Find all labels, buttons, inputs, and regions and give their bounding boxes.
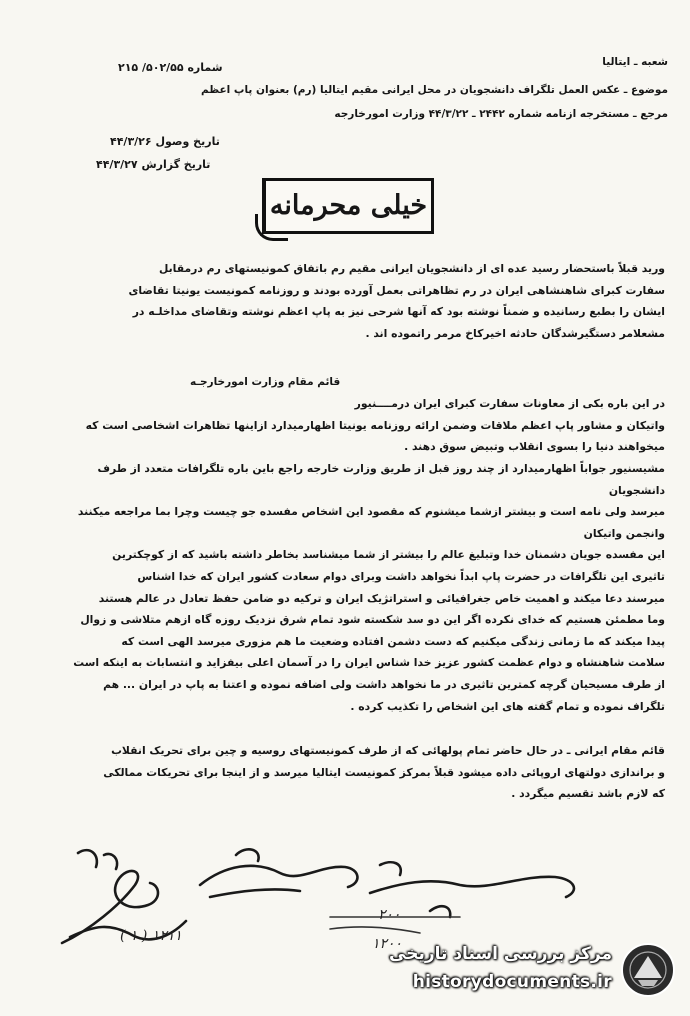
side-note: قائم مقام وزارت امورخارجـه [190,376,341,388]
header-number: شماره ۵۰۲/۵۵/ ۲۱۵ [118,61,223,74]
paragraph-3: مشیسنیور جواباً اظهارمیدارد از چند روز قبل از طریق وزارت خارجه راجع باین باره تلگرافات متعدد از طرف دانشجویان میرسد ولی نامه است و بیشتر ازشما میشنوم که مقصود این اشخاص مفسده جو چیست وچرا بما مراجعه میکنند وانجمن واتیکان این مفسده جویان دشمنان خدا وتبلیغ عالم را بیشتر از شما میشناسد بخاطر داشته باشید که از کوچکترین تاثیری این تلگرافات در حضرت پاپ ابداً نخواهد داشت وبرای دوام سعادت کشور ایران که خدا اشناس میرسند دعا میکند و اهمیت خاص جغرافیائی و استراتژیک ایران و ترکیه دو ضامن حفظ تعادل در عالم هستند وما مطمئن هستیم که خدای نکرده اگر این دو سد شکسته شود تمام شرق نزدیک روزه گاه ازهم متلاشی و زوال پیدا میکند که ما زمانی زندگی میکنیم که دست دشمن افتاده وضعیت ما هم مزوری میرسد الهی است که سلامت شاهنشاه و دوام عظمت کشور عزیز خدا شناس ایران را در آسمان اعلی بیفزاید و انتسابات به اینکه است از طرف مسیحیان گرچه کمترین تاثیری در ما نخواهد داشت ولی اضافه نموده و اعتنا به پاپ در ایران ... هم تلگراف نموده و تمام گفته های این اشخاص را تکذیب کرده . [73,462,665,713]
report-date: تاریخ گزارش ۴۴/۳/۲۷ [96,158,211,171]
watermark [389,938,676,1002]
paragraph-4: قائم مقام ایرانی ـ در حال حاضر تمام پولهائی که از طرف کمونیستهای روسیه و چین برای تحریک انقلاب و براندازی دولتهای اروپائی داده میشود قبلاً بمرکز کمونیست ایتالیا میرسد و از اینجا برای تحریکات ممالکی که لازم باشد تقسیم میگردد . [103,744,665,801]
stamp-label: خیلی محرمانه [269,190,428,221]
header-subject: موضوع ـ عکس العمل تلگراف دانشجویان در محل ایرانی مقیم ایتالیا (رم) بعنوان پاپ اعظم [201,84,668,96]
handwritten-number-mid2: ۱۲۰۰ [372,936,403,952]
header-top-right: شعبه ـ ایتالیا [602,56,668,68]
confidential-stamp [262,178,434,234]
handwritten-number-left: ( ۱ ) ۱۲۱۱ [120,928,182,944]
handwritten-number-mid: ۲۰۰ [378,907,401,923]
watermark-title: مرکز بررسی اسناد تاریخی [389,944,612,964]
watermark-url: historydocuments.ir [412,972,612,992]
paragraph-2: در این باره بکی از معاونات سفارت کبرای ایران درمــــنیور واتیکان و مشاور پاپ اعظم ملاقات وضمن ارائه روزنامه یونیتا اظهارمیدارد ازاینها تظاهرات اشخاصی است که میخواهند دنیا را بسوی انقلاب وتبیض سوق دهند . [85,397,665,454]
header-reference: مرجع ـ مستخرجه ازنامه شماره ۲۴۴۲ ـ ۴۴/۳/۲۲ وزارت امورخارجه [334,108,668,120]
archive-logo-icon [620,942,676,998]
received-date: تاریخ وصول ۴۴/۳/۲۶ [110,135,220,148]
paragraph-1: ورید قبلاً باستحضار رسید عده ای از دانشجویان ایرانی مقیم رم باتفاق کمونیستهای رم درمقابل سفارت کبرای شاهنشاهی ایران در رم تظاهراتی بعمل آورده بودند و روزنامه کمونیست یونیتا تقاضای ایشان را بطبع رسانیده و ضمناً نوشته بود که آنها شرحی نیز به پاپ اعظم نوشته وتقاضای مداخلـه در مشعلامر دستگیرشدگان حادثه اخیرکاخ مرمر راتموده اند . [128,262,665,340]
